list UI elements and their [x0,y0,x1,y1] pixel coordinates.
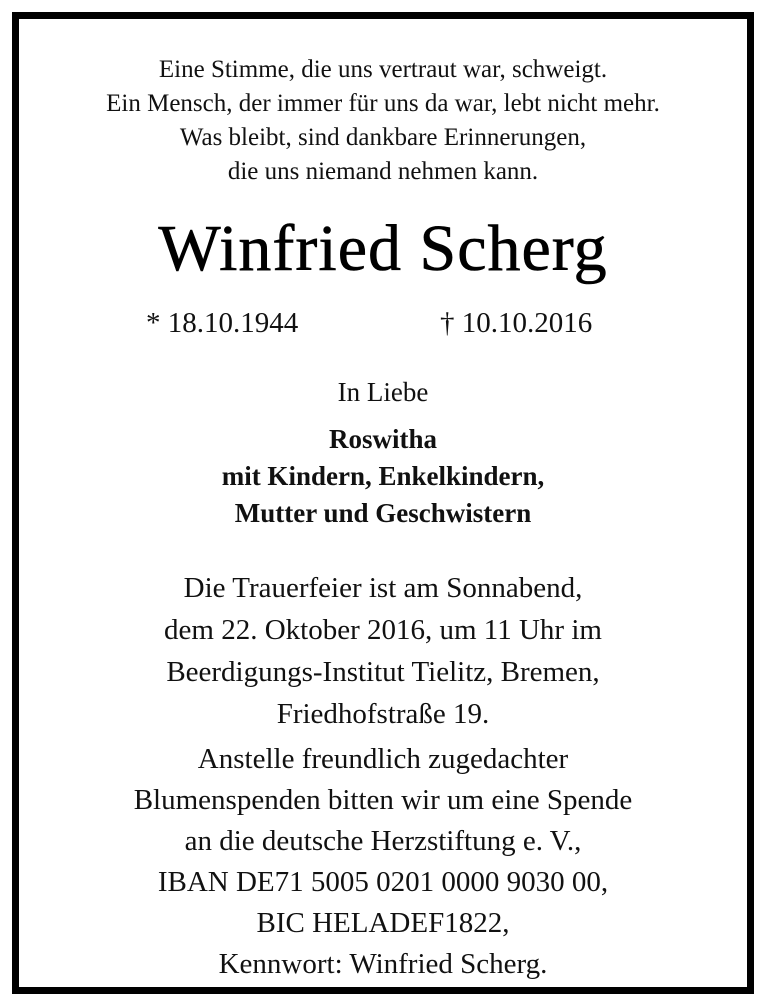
service-line: Beerdigungs-Institut Tielitz, Bremen, [166,656,600,688]
family-line: mit Kindern, Enkelkindern, [221,461,545,491]
obituary-frame [12,12,754,994]
birth-date: * 18.10.1944 [146,307,299,339]
donation-line: an die deutsche Herzstiftung e. V., [184,825,582,857]
service-line: dem 22. Oktober 2016, um 11 Uhr im [164,614,602,646]
death-date: † 10.10.2016 [440,307,593,339]
donation-line: Blumenspenden bitten wir um eine Spende [133,784,633,816]
family-line: Mutter und Geschwistern [234,498,532,528]
family-signatures [19,421,747,532]
family-line: Roswitha [328,424,437,454]
funeral-service-info [19,567,747,735]
poem-line: Was bleibt, sind dankbare Erinnerungen, [179,124,587,151]
donation-line: IBAN DE71 5005 0201 0000 9030 00, [157,866,609,898]
in-love-line: In Liebe [337,377,429,407]
poem-line: Eine Stimme, die uns vertraut war, schweigt. [158,56,608,83]
donation-line: BIC HELADEF1822, [256,907,510,939]
donation-info [19,739,747,985]
deceased-name: Winfried Scherg [158,212,608,285]
donation-line: Anstelle freundlich zugedachter [197,743,569,775]
service-line: Friedhofstraße 19. [276,698,490,730]
poem [19,53,747,189]
poem-line: die uns niemand nehmen kann. [227,158,539,185]
donation-line: Kennwort: Winfried Scherg. [218,948,548,980]
obituary-content [19,19,747,987]
service-line: Die Trauerfeier ist am Sonnabend, [183,572,583,604]
poem-line: Ein Mensch, der immer für uns da war, lebt nicht mehr. [106,90,660,117]
